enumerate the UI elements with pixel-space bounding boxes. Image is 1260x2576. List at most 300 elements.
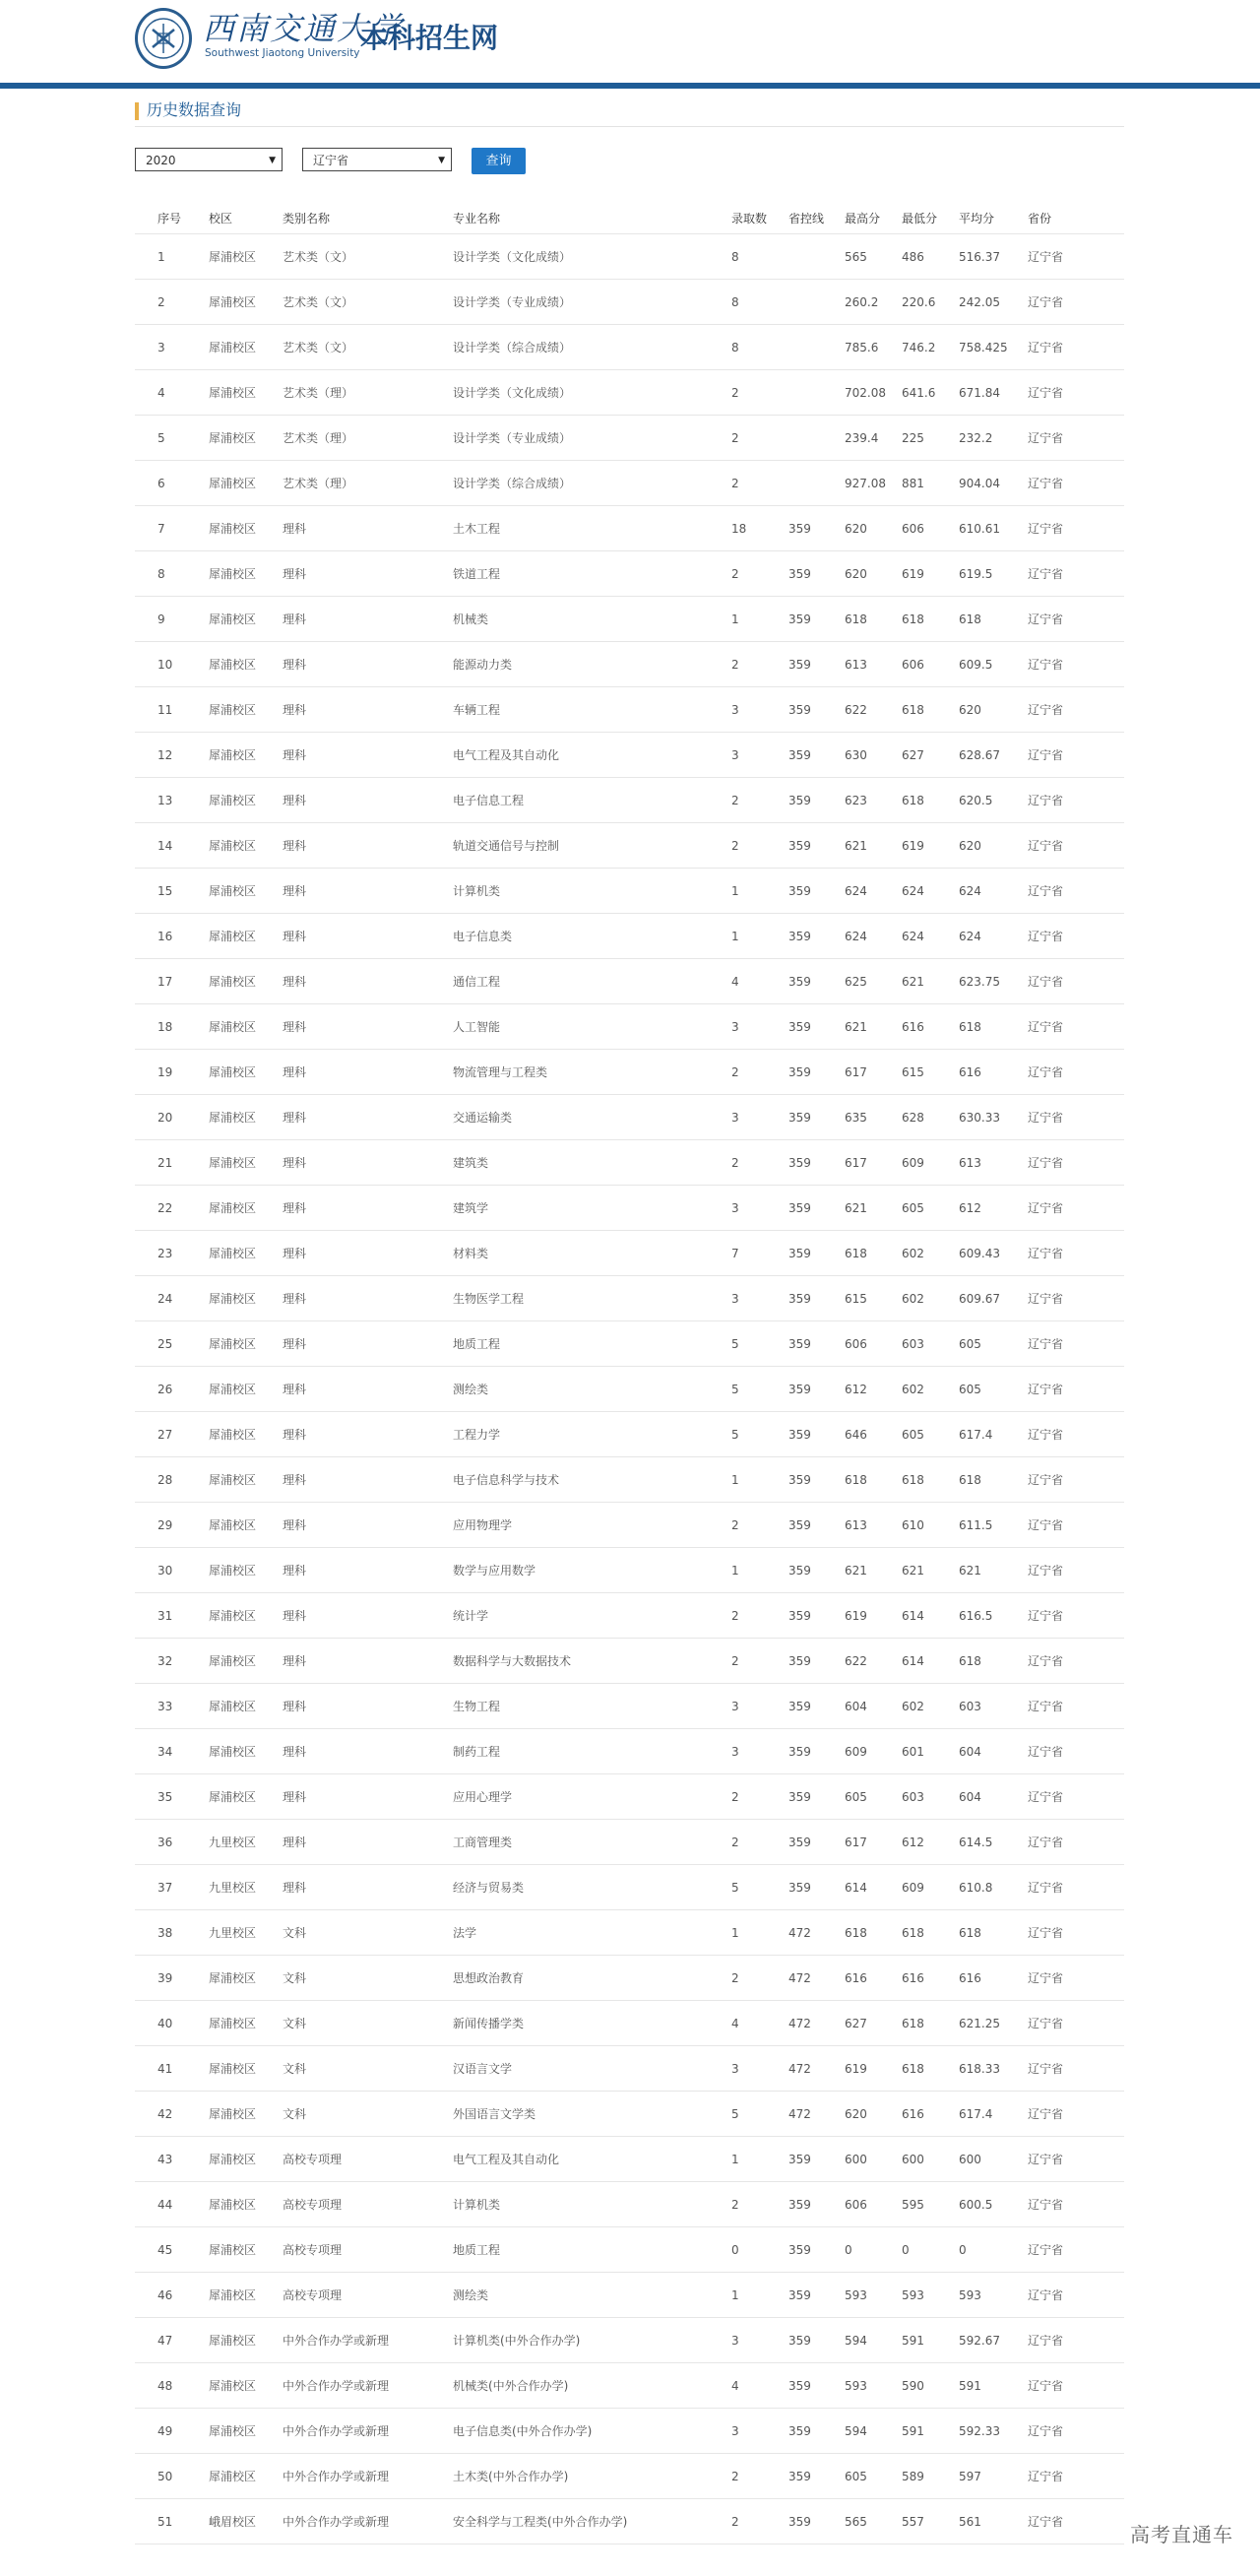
table-row <box>135 1503 1124 1548</box>
cell-control-line: 359 <box>788 1004 845 1050</box>
cell-max-score: 613 <box>845 642 902 687</box>
cell-admitted: 2 <box>731 1956 788 2001</box>
cell-avg-score: 621 <box>959 1548 1028 1593</box>
cell-min-score: 591 <box>902 2409 959 2454</box>
cell-campus: 犀浦校区 <box>209 1457 283 1503</box>
cell-province: 辽宁省 <box>1028 551 1124 597</box>
cell-max-score: 615 <box>845 1276 902 1321</box>
cell-min-score: 616 <box>902 2092 959 2137</box>
cell-major: 电子信息类(中外合作办学) <box>453 2409 731 2454</box>
cell-major: 生物工程 <box>453 1684 731 1729</box>
cell-category: 中外合作办学或新理 <box>283 2499 453 2544</box>
cell-control-line: 359 <box>788 778 845 823</box>
cell-max-score: 621 <box>845 1548 902 1593</box>
cell-admitted: 1 <box>731 869 788 914</box>
cell-control-line: 359 <box>788 1865 845 1910</box>
cell-category: 高校专项理 <box>283 2182 453 2227</box>
cell-control-line <box>788 234 845 280</box>
table-row <box>135 1774 1124 1820</box>
cell-max-score: 609 <box>845 1729 902 1774</box>
cell-avg-score: 614.5 <box>959 1820 1028 1865</box>
cell-province: 辽宁省 <box>1028 2137 1124 2182</box>
cell-control-line: 359 <box>788 1321 845 1367</box>
table-row <box>135 370 1124 416</box>
cell-major: 电子信息工程 <box>453 778 731 823</box>
cell-campus: 犀浦校区 <box>209 1140 283 1186</box>
cell-province: 辽宁省 <box>1028 1412 1124 1457</box>
cell-province: 辽宁省 <box>1028 1639 1124 1684</box>
cell-control-line: 359 <box>788 1367 845 1412</box>
cell-min-score: 627 <box>902 733 959 778</box>
cell-control-line: 472 <box>788 2046 845 2092</box>
cell-admitted: 2 <box>731 642 788 687</box>
table-row <box>135 1321 1124 1367</box>
cell-campus: 犀浦校区 <box>209 823 283 869</box>
cell-min-score: 624 <box>902 914 959 959</box>
cell-avg-score: 613 <box>959 1140 1028 1186</box>
cell-max-score: 606 <box>845 1321 902 1367</box>
cell-campus: 犀浦校区 <box>209 687 283 733</box>
cell-campus: 犀浦校区 <box>209 2454 283 2499</box>
cell-control-line: 359 <box>788 1231 845 1276</box>
cell-index: 29 <box>135 1503 209 1548</box>
cell-campus: 犀浦校区 <box>209 2318 283 2363</box>
cell-avg-score: 232.2 <box>959 416 1028 461</box>
site-header <box>0 0 1260 83</box>
cell-campus: 犀浦校区 <box>209 506 283 551</box>
cell-avg-score: 0 <box>959 2227 1028 2273</box>
table-row <box>135 280 1124 325</box>
cell-category: 文科 <box>283 2001 453 2046</box>
table-row <box>135 1684 1124 1729</box>
cell-min-score: 746.2 <box>902 325 959 370</box>
cell-category: 艺术类（文） <box>283 325 453 370</box>
cell-category: 理科 <box>283 1865 453 1910</box>
cell-max-score: 605 <box>845 2454 902 2499</box>
table-header-row <box>135 202 1124 234</box>
cell-admitted: 2 <box>731 1140 788 1186</box>
cell-major: 统计学 <box>453 1593 731 1639</box>
cell-avg-score: 758.425 <box>959 325 1028 370</box>
cell-index: 18 <box>135 1004 209 1050</box>
cell-major: 数据科学与大数据技术 <box>453 1639 731 1684</box>
cell-index: 3 <box>135 325 209 370</box>
cell-campus: 九里校区 <box>209 1910 283 1956</box>
cell-max-score: 635 <box>845 1095 902 1140</box>
column-header-control-line: 省控线 <box>788 211 825 225</box>
cell-index: 43 <box>135 2137 209 2182</box>
cell-index: 39 <box>135 1956 209 2001</box>
table-row <box>135 1231 1124 1276</box>
cell-province: 辽宁省 <box>1028 1729 1124 1774</box>
cell-province: 辽宁省 <box>1028 2046 1124 2092</box>
cell-major: 铁道工程 <box>453 551 731 597</box>
cell-category: 理科 <box>283 1774 453 1820</box>
cell-index: 40 <box>135 2001 209 2046</box>
cell-major: 计算机类 <box>453 2182 731 2227</box>
cell-max-score: 630 <box>845 733 902 778</box>
cell-campus: 犀浦校区 <box>209 1548 283 1593</box>
cell-province: 辽宁省 <box>1028 2363 1124 2409</box>
cell-campus: 犀浦校区 <box>209 1684 283 1729</box>
cell-min-score: 614 <box>902 1639 959 1684</box>
cell-admitted: 1 <box>731 2137 788 2182</box>
cell-province: 辽宁省 <box>1028 2318 1124 2363</box>
cell-control-line: 359 <box>788 2499 845 2544</box>
cell-min-score: 615 <box>902 1050 959 1095</box>
cell-max-score: 594 <box>845 2409 902 2454</box>
cell-min-score: 486 <box>902 234 959 280</box>
cell-min-score: 621 <box>902 959 959 1004</box>
table-row <box>135 2454 1124 2499</box>
results-table <box>135 202 1124 2544</box>
cell-major: 经济与贸易类 <box>453 1865 731 1910</box>
cell-avg-score: 620 <box>959 687 1028 733</box>
university-name-en: Southwest Jiaotong University <box>205 47 360 59</box>
cell-campus: 犀浦校区 <box>209 1231 283 1276</box>
cell-max-score: 612 <box>845 1367 902 1412</box>
university-emblem-icon[interactable] <box>135 8 192 69</box>
cell-control-line: 359 <box>788 2227 845 2273</box>
column-header-index: 序号 <box>158 211 182 225</box>
cell-control-line <box>788 325 845 370</box>
section-title: 历史数据查询 <box>147 100 242 119</box>
table-row <box>135 1865 1124 1910</box>
cell-campus: 犀浦校区 <box>209 416 283 461</box>
cell-campus: 犀浦校区 <box>209 1503 283 1548</box>
table-row <box>135 506 1124 551</box>
cell-category: 理科 <box>283 1503 453 1548</box>
cell-control-line: 359 <box>788 1820 845 1865</box>
cell-category: 理科 <box>283 1729 453 1774</box>
cell-min-score: 616 <box>902 1956 959 2001</box>
query-button[interactable]: 查询 <box>472 148 526 174</box>
cell-campus: 犀浦校区 <box>209 959 283 1004</box>
cell-control-line: 359 <box>788 1593 845 1639</box>
cell-control-line: 359 <box>788 506 845 551</box>
cell-control-line: 359 <box>788 1457 845 1503</box>
cell-max-score: 605 <box>845 1774 902 1820</box>
cell-avg-score: 561 <box>959 2499 1028 2544</box>
cell-category: 理科 <box>283 1004 453 1050</box>
cell-avg-score: 624 <box>959 914 1028 959</box>
cell-province: 辽宁省 <box>1028 1140 1124 1186</box>
cell-province: 辽宁省 <box>1028 1231 1124 1276</box>
cell-control-line <box>788 280 845 325</box>
column-header-max-score: 最高分 <box>845 211 881 225</box>
cell-campus: 犀浦校区 <box>209 2273 283 2318</box>
cell-province: 辽宁省 <box>1028 733 1124 778</box>
cell-index: 51 <box>135 2499 209 2544</box>
cell-index: 1 <box>135 234 209 280</box>
cell-major: 应用心理学 <box>453 1774 731 1820</box>
cell-admitted: 2 <box>731 551 788 597</box>
cell-major: 设计学类（文化成绩） <box>453 234 731 280</box>
cell-index: 7 <box>135 506 209 551</box>
cell-index: 23 <box>135 1231 209 1276</box>
cell-avg-score: 592.67 <box>959 2318 1028 2363</box>
cell-avg-score: 671.84 <box>959 370 1028 416</box>
cell-control-line: 359 <box>788 642 845 687</box>
cell-category: 理科 <box>283 1639 453 1684</box>
cell-campus: 犀浦校区 <box>209 2001 283 2046</box>
cell-max-score: 618 <box>845 1457 902 1503</box>
cell-avg-score: 618 <box>959 597 1028 642</box>
cell-province: 辽宁省 <box>1028 461 1124 506</box>
cell-province: 辽宁省 <box>1028 914 1124 959</box>
cell-category: 理科 <box>283 1140 453 1186</box>
cell-index: 9 <box>135 597 209 642</box>
section-header <box>135 97 1124 127</box>
column-header-major: 专业名称 <box>453 211 501 225</box>
cell-index: 46 <box>135 2273 209 2318</box>
cell-index: 48 <box>135 2363 209 2409</box>
cell-max-score: 621 <box>845 1186 902 1231</box>
cell-admitted: 1 <box>731 597 788 642</box>
cell-category: 艺术类（理） <box>283 461 453 506</box>
cell-major: 车辆工程 <box>453 687 731 733</box>
cell-control-line <box>788 370 845 416</box>
cell-category: 高校专项理 <box>283 2227 453 2273</box>
cell-province: 辽宁省 <box>1028 1865 1124 1910</box>
cell-category: 理科 <box>283 778 453 823</box>
table-row <box>135 1910 1124 1956</box>
cell-avg-score: 630.33 <box>959 1095 1028 1140</box>
cell-max-score: 617 <box>845 1140 902 1186</box>
cell-avg-score: 604 <box>959 1729 1028 1774</box>
cell-province: 辽宁省 <box>1028 2001 1124 2046</box>
table-row <box>135 2227 1124 2273</box>
watermark-text: 高考直通车 <box>1130 2523 1233 2546</box>
cell-control-line: 472 <box>788 2001 845 2046</box>
cell-control-line: 359 <box>788 1774 845 1820</box>
cell-admitted: 8 <box>731 280 788 325</box>
table-row <box>135 2001 1124 2046</box>
cell-major: 电气工程及其自动化 <box>453 733 731 778</box>
cell-admitted: 1 <box>731 1548 788 1593</box>
cell-control-line: 472 <box>788 2092 845 2137</box>
cell-campus: 犀浦校区 <box>209 2227 283 2273</box>
cell-index: 36 <box>135 1820 209 1865</box>
cell-index: 35 <box>135 1774 209 1820</box>
cell-control-line: 359 <box>788 914 845 959</box>
cell-index: 41 <box>135 2046 209 2092</box>
cell-min-score: 619 <box>902 823 959 869</box>
cell-admitted: 5 <box>731 1865 788 1910</box>
cell-category: 中外合作办学或新理 <box>283 2318 453 2363</box>
year-select[interactable] <box>135 148 283 171</box>
cell-max-score: 593 <box>845 2363 902 2409</box>
cell-control-line: 359 <box>788 959 845 1004</box>
cell-control-line: 359 <box>788 823 845 869</box>
table-row <box>135 2318 1124 2363</box>
province-select[interactable] <box>302 148 452 171</box>
cell-max-score: 622 <box>845 1639 902 1684</box>
cell-control-line: 359 <box>788 2182 845 2227</box>
cell-max-score: 613 <box>845 1503 902 1548</box>
cell-min-score: 618 <box>902 2001 959 2046</box>
cell-avg-score: 605 <box>959 1321 1028 1367</box>
cell-min-score: 603 <box>902 1321 959 1367</box>
cell-province: 辽宁省 <box>1028 1956 1124 2001</box>
cell-max-score: 785.6 <box>845 325 902 370</box>
cell-campus: 犀浦校区 <box>209 1321 283 1367</box>
cell-campus: 犀浦校区 <box>209 280 283 325</box>
cell-category: 理科 <box>283 959 453 1004</box>
table-row <box>135 234 1124 280</box>
cell-min-score: 557 <box>902 2499 959 2544</box>
cell-major: 思想政治教育 <box>453 1956 731 2001</box>
cell-category: 理科 <box>283 597 453 642</box>
table-row <box>135 733 1124 778</box>
table-row <box>135 551 1124 597</box>
cell-control-line: 359 <box>788 687 845 733</box>
table-row <box>135 1457 1124 1503</box>
cell-control-line: 359 <box>788 551 845 597</box>
cell-category: 高校专项理 <box>283 2137 453 2182</box>
header-divider-bar <box>0 83 1260 89</box>
cell-min-score: 616 <box>902 1004 959 1050</box>
cell-min-score: 618 <box>902 2046 959 2092</box>
cell-major: 能源动力类 <box>453 642 731 687</box>
cell-avg-score: 617.4 <box>959 2092 1028 2137</box>
cell-avg-score: 609.43 <box>959 1231 1028 1276</box>
cell-admitted: 1 <box>731 1910 788 1956</box>
table-row <box>135 1140 1124 1186</box>
cell-category: 艺术类（文） <box>283 280 453 325</box>
cell-min-score: 220.6 <box>902 280 959 325</box>
cell-campus: 犀浦校区 <box>209 370 283 416</box>
site-title[interactable]: 本科招生网 <box>360 22 499 54</box>
cell-admitted: 2 <box>731 823 788 869</box>
cell-control-line: 359 <box>788 869 845 914</box>
cell-admitted: 4 <box>731 2001 788 2046</box>
cell-major: 轨道交通信号与控制 <box>453 823 731 869</box>
cell-max-score: 565 <box>845 234 902 280</box>
cell-province: 辽宁省 <box>1028 2499 1124 2544</box>
cell-admitted: 1 <box>731 1457 788 1503</box>
cell-max-score: 927.08 <box>845 461 902 506</box>
cell-control-line: 359 <box>788 1548 845 1593</box>
cell-admitted: 2 <box>731 461 788 506</box>
cell-campus: 犀浦校区 <box>209 2137 283 2182</box>
cell-major: 汉语言文学 <box>453 2046 731 2092</box>
table-row <box>135 2137 1124 2182</box>
table-row <box>135 1729 1124 1774</box>
cell-category: 中外合作办学或新理 <box>283 2363 453 2409</box>
cell-campus: 犀浦校区 <box>209 869 283 914</box>
cell-province: 辽宁省 <box>1028 1503 1124 1548</box>
cell-index: 6 <box>135 461 209 506</box>
cell-avg-score: 628.67 <box>959 733 1028 778</box>
cell-control-line: 359 <box>788 1186 845 1231</box>
cell-min-score: 612 <box>902 1820 959 1865</box>
cell-avg-score: 591 <box>959 2363 1028 2409</box>
table-row <box>135 1639 1124 1684</box>
cell-max-score: 702.08 <box>845 370 902 416</box>
cell-major: 计算机类 <box>453 869 731 914</box>
cell-index: 25 <box>135 1321 209 1367</box>
cell-avg-score: 592.33 <box>959 2409 1028 2454</box>
cell-category: 高校专项理 <box>283 2273 453 2318</box>
cell-category: 理科 <box>283 914 453 959</box>
cell-major: 电子信息类 <box>453 914 731 959</box>
cell-admitted: 3 <box>731 2318 788 2363</box>
cell-major: 数学与应用数学 <box>453 1548 731 1593</box>
cell-major: 建筑类 <box>453 1140 731 1186</box>
cell-major: 工程力学 <box>453 1412 731 1457</box>
cell-major: 计算机类(中外合作办学) <box>453 2318 731 2363</box>
column-header-avg-score: 平均分 <box>959 211 995 225</box>
cell-admitted: 18 <box>731 506 788 551</box>
cell-category: 理科 <box>283 1231 453 1276</box>
cell-index: 19 <box>135 1050 209 1095</box>
cell-admitted: 5 <box>731 1367 788 1412</box>
cell-campus: 犀浦校区 <box>209 2046 283 2092</box>
table-row <box>135 2409 1124 2454</box>
cell-campus: 犀浦校区 <box>209 1186 283 1231</box>
university-name-cn[interactable]: 西南交通大学 <box>203 10 405 47</box>
cell-max-score: 617 <box>845 1820 902 1865</box>
cell-index: 14 <box>135 823 209 869</box>
cell-province: 辽宁省 <box>1028 1276 1124 1321</box>
cell-major: 法学 <box>453 1910 731 1956</box>
cell-index: 28 <box>135 1457 209 1503</box>
cell-campus: 犀浦校区 <box>209 2409 283 2454</box>
cell-max-score: 621 <box>845 1004 902 1050</box>
cell-avg-score: 616.5 <box>959 1593 1028 1639</box>
cell-avg-score: 600 <box>959 2137 1028 2182</box>
cell-max-score: 594 <box>845 2318 902 2363</box>
cell-province: 辽宁省 <box>1028 1186 1124 1231</box>
cell-major: 土木工程 <box>453 506 731 551</box>
cell-category: 理科 <box>283 1457 453 1503</box>
cell-admitted: 4 <box>731 959 788 1004</box>
cell-major: 生物医学工程 <box>453 1276 731 1321</box>
cell-min-score: 602 <box>902 1276 959 1321</box>
table-row <box>135 1593 1124 1639</box>
cell-max-score: 624 <box>845 869 902 914</box>
cell-index: 13 <box>135 778 209 823</box>
cell-max-score: 239.4 <box>845 416 902 461</box>
cell-campus: 犀浦校区 <box>209 461 283 506</box>
cell-max-score: 625 <box>845 959 902 1004</box>
cell-min-score: 600 <box>902 2137 959 2182</box>
cell-min-score: 618 <box>902 1457 959 1503</box>
cell-min-score: 641.6 <box>902 370 959 416</box>
cell-province: 辽宁省 <box>1028 416 1124 461</box>
table-row <box>135 687 1124 733</box>
cell-control-line: 359 <box>788 1639 845 1684</box>
cell-province: 辽宁省 <box>1028 823 1124 869</box>
cell-category: 理科 <box>283 1321 453 1367</box>
cell-max-score: 606 <box>845 2182 902 2227</box>
cell-min-score: 605 <box>902 1412 959 1457</box>
cell-major: 物流管理与工程类 <box>453 1050 731 1095</box>
cell-category: 理科 <box>283 1548 453 1593</box>
cell-min-score: 609 <box>902 1140 959 1186</box>
cell-max-score: 260.2 <box>845 280 902 325</box>
cell-admitted: 2 <box>731 1593 788 1639</box>
cell-major: 通信工程 <box>453 959 731 1004</box>
column-header-campus: 校区 <box>209 211 233 225</box>
cell-province: 辽宁省 <box>1028 2409 1124 2454</box>
cell-index: 16 <box>135 914 209 959</box>
cell-admitted: 5 <box>731 1321 788 1367</box>
cell-index: 20 <box>135 1095 209 1140</box>
cell-campus: 犀浦校区 <box>209 1095 283 1140</box>
cell-min-score: 628 <box>902 1095 959 1140</box>
